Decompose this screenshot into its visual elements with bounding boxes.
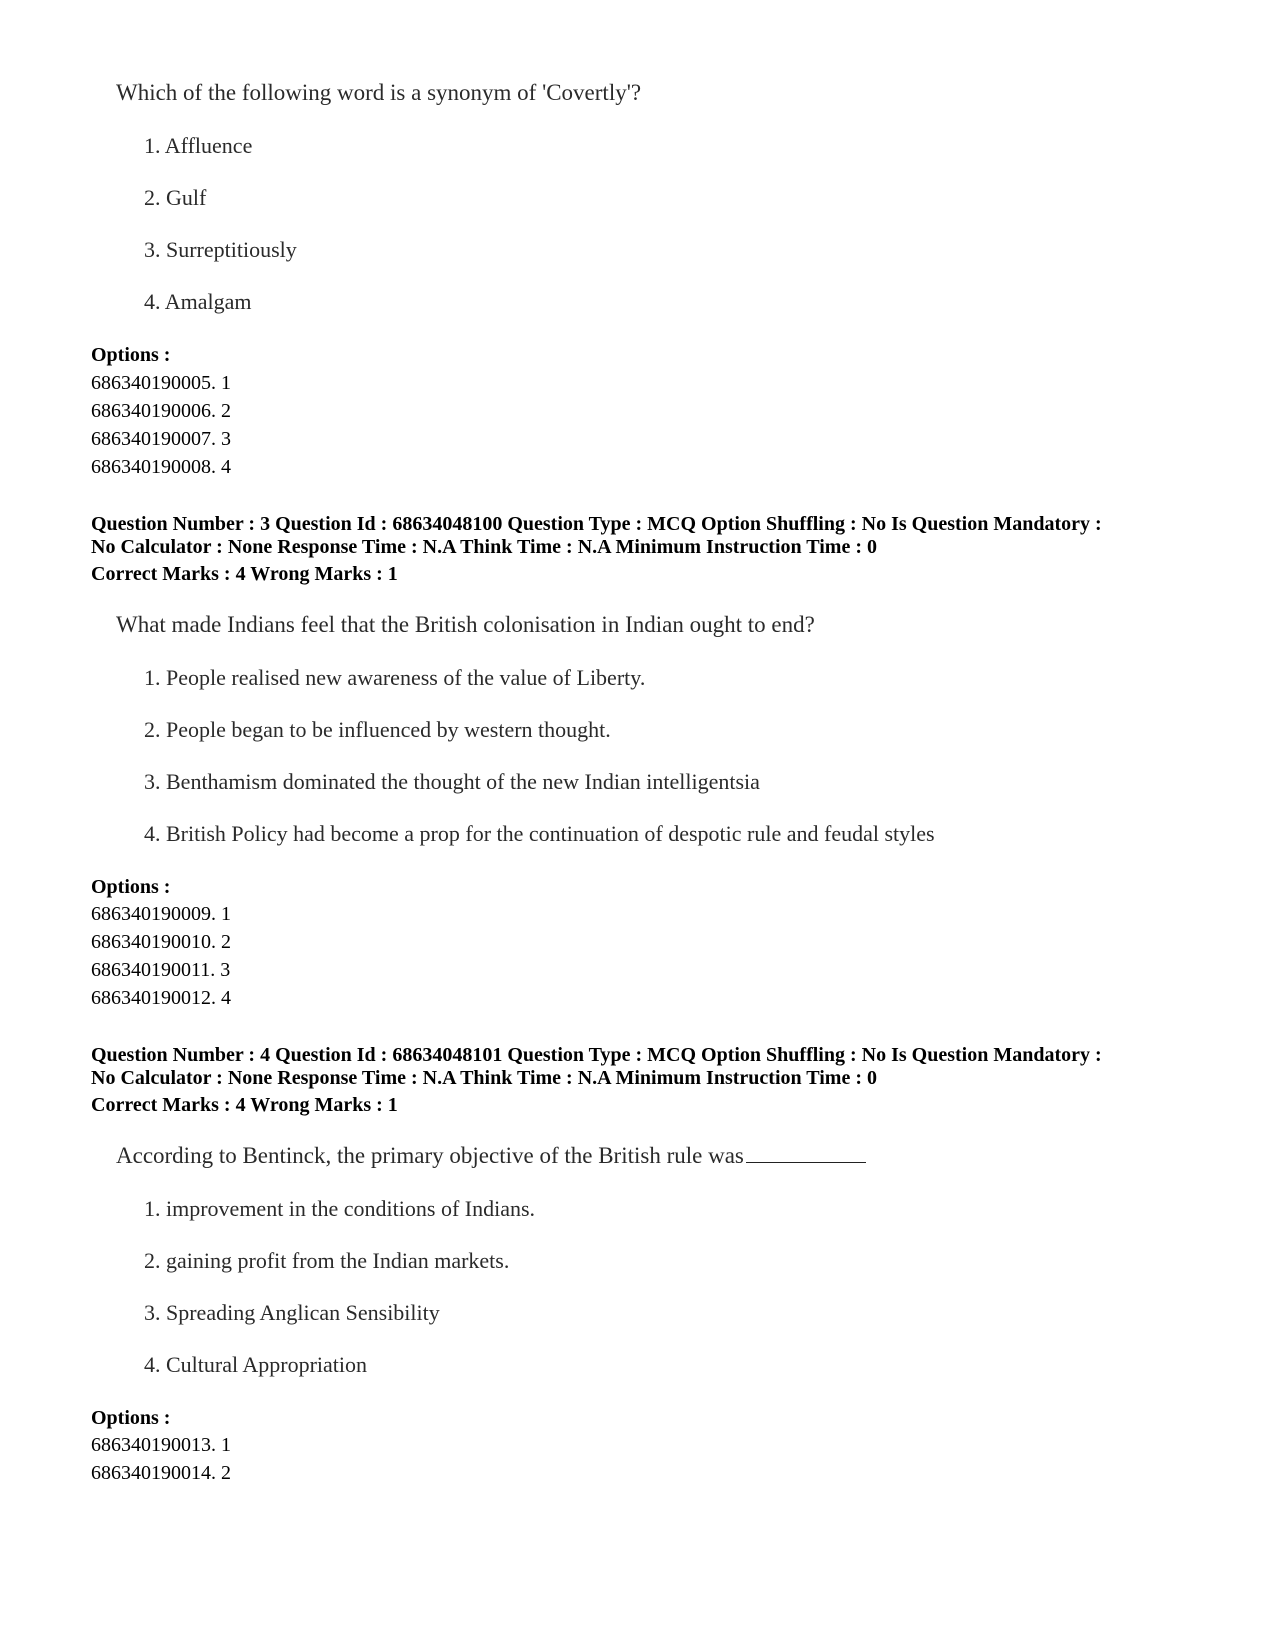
q3-option-id-3: 686340190011. 3 xyxy=(91,959,231,981)
q2-option-id-4: 686340190008. 4 xyxy=(91,456,231,478)
q4-choice-3: 3. Spreading Anglican Sensibility xyxy=(144,1300,440,1325)
q2-option-id-1: 686340190005. 1 xyxy=(91,372,231,394)
q4-choice-4: 4. Cultural Appropriation xyxy=(144,1352,368,1377)
q3-question-text: What made Indians feel that the British colonisation in Indian ought to end? xyxy=(116,612,815,637)
q2-options-label: Options : xyxy=(91,344,171,366)
q3-choice-3: 3. Benthamism dominated the thought of the new Indian intelligentsia xyxy=(144,769,760,794)
q2-option-id-3: 686340190007. 3 xyxy=(91,428,231,450)
q4-meta-line-1: Question Number : 4 Question Id : 68634048101 Question Type : MCQ Option Shuffling : No Is Question Mandatory : xyxy=(91,1044,1102,1066)
q4-marks: Correct Marks : 4 Wrong Marks : 1 xyxy=(91,1094,398,1116)
q2-choice-2: 2. Gulf xyxy=(144,185,207,210)
q2-choice-3: 3. Surreptitiously xyxy=(144,237,297,262)
q4-option-id-1: 686340190013. 1 xyxy=(91,1434,231,1456)
answer-blank-line xyxy=(746,1144,866,1163)
q3-options-label: Options : xyxy=(91,876,171,898)
q3-marks: Correct Marks : 4 Wrong Marks : 1 xyxy=(91,563,398,585)
q4-question xyxy=(116,1143,866,1169)
q4-options-label: Options : xyxy=(91,1407,171,1429)
q2-option-id-2: 686340190006. 2 xyxy=(91,400,231,422)
q3-choice-4: 4. British Policy had become a prop for the continuation of despotic rule and feudal styles xyxy=(144,821,935,846)
q2-choice-1: 1. Affluence xyxy=(144,133,253,158)
q3-meta-line-1: Question Number : 3 Question Id : 68634048100 Question Type : MCQ Option Shuffling : No Is Question Mandatory : xyxy=(91,513,1102,535)
q4-choice-1: 1. improvement in the conditions of Indians. xyxy=(144,1196,536,1221)
q4-choice-2: 2. gaining profit from the Indian markets. xyxy=(144,1248,510,1273)
q3-option-id-4: 686340190012. 4 xyxy=(91,987,231,1009)
q3-choice-1: 1. People realised new awareness of the value of Liberty. xyxy=(144,665,646,690)
q3-choice-2: 2. People began to be influenced by western thought. xyxy=(144,717,611,742)
q4-question-text: According to Bentinck, the primary objective of the British rule was xyxy=(116,1143,744,1168)
q4-option-id-2: 686340190014. 2 xyxy=(91,1462,231,1484)
q3-option-id-2: 686340190010. 2 xyxy=(91,931,231,953)
q2-question-text: Which of the following word is a synonym of 'Covertly'? xyxy=(116,80,642,105)
q3-meta-line-2: No Calculator : None Response Time : N.A Think Time : N.A Minimum Instruction Time : 0 xyxy=(91,536,877,558)
q2-choice-4: 4. Amalgam xyxy=(144,289,252,314)
q4-meta-line-2: No Calculator : None Response Time : N.A Think Time : N.A Minimum Instruction Time : 0 xyxy=(91,1067,877,1089)
q3-option-id-1: 686340190009. 1 xyxy=(91,903,231,925)
